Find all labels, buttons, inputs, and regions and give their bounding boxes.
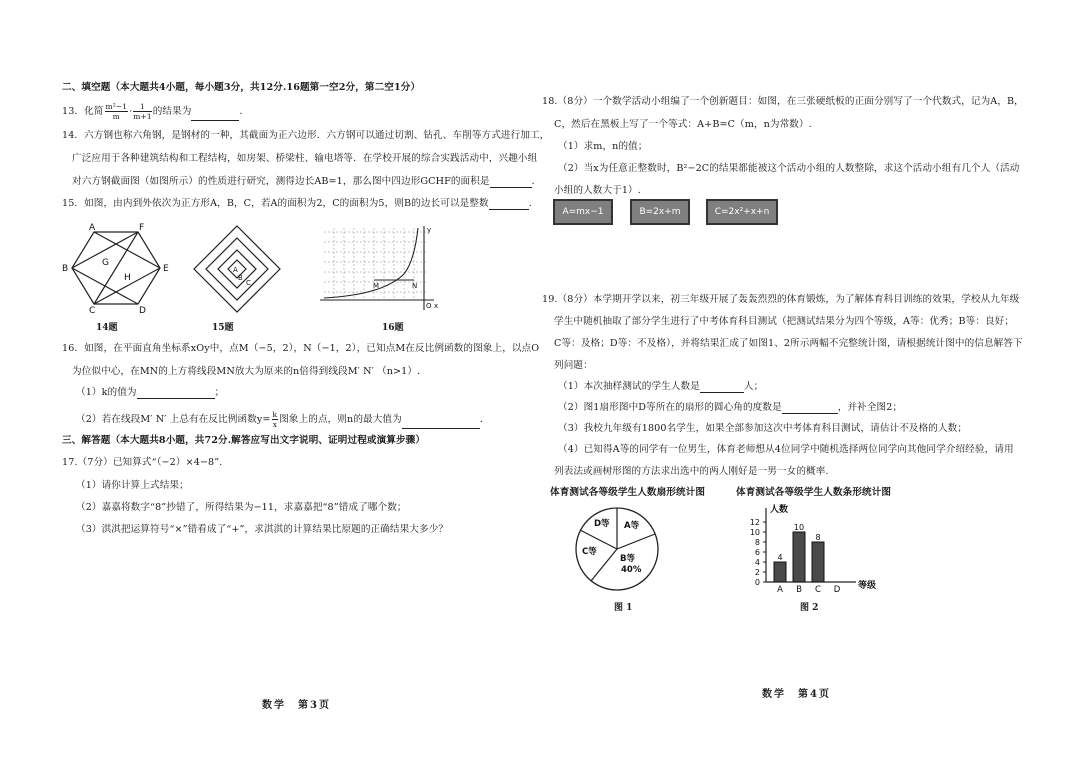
bar-chart-title: 体育测试各等级学生人数条形统计图 xyxy=(736,487,892,498)
q19-sub3: （3）我校九年级有1800名学生，如果全部参加这次中考体育科目测试，请估计不及格的人数； xyxy=(558,423,968,434)
page4-footer: 数学 第4页 xyxy=(762,689,831,700)
bar-value-label-A: 4 xyxy=(777,553,783,562)
point-D-label: D xyxy=(139,306,146,314)
q13-end: ． xyxy=(239,106,250,117)
fig15-caption: 15题 xyxy=(212,323,234,333)
bar-y-tick-label: 4 xyxy=(754,558,760,567)
q16-sub1-end: ； xyxy=(214,387,225,398)
q18-line1: 18.（8分）一个数学活动小组编了一个创新题目：如图，在三张硬纸板的正面分别写了一个代数式，记为A，B， xyxy=(542,96,1024,107)
section3-title: 三、解答题（本大题共8小题，共72分.解答应写出文字说明、证明过程或演算步骤） xyxy=(62,435,426,446)
bar-y-tick-label: 8 xyxy=(754,538,760,547)
label-B: B xyxy=(238,274,243,282)
q16-sub1-blank[interactable] xyxy=(137,388,215,399)
q15-end: ． xyxy=(528,198,539,209)
q19-sub2-blank[interactable] xyxy=(782,403,838,414)
pie-chart-title: 体育测试各等级学生人数扇形统计图 xyxy=(550,487,706,498)
q14-line3-text: 对六方钢截面图（如图所示）的性质进行研究，测得边长AB=1，那么图中四边形GCHF的面积是 xyxy=(72,176,490,187)
card-C: C=2x²+x+n xyxy=(706,199,778,225)
q15-line1-text: 15．如图，由内到外依次为正方形A，B，C，若A的面积为2，C的面积为5，则B的边长可以是整数 xyxy=(62,198,489,209)
q14-answer-blank[interactable] xyxy=(490,177,532,188)
q16-frac-den: x xyxy=(272,420,278,429)
q13-frac2-num: 1 xyxy=(133,102,151,112)
q13-answer-blank[interactable] xyxy=(191,110,239,121)
q19-line3: C等：及格；D等：不及格），并将结果汇成了如图1、2所示两幅不完整统计图，请根据统计图中的信息解答下 xyxy=(554,338,1023,349)
q17-line1: 17.（7分）已知算式“（−2）×4−8”. xyxy=(62,457,223,468)
point-B-label: B xyxy=(62,264,69,274)
q16-frac-num: k xyxy=(272,410,278,419)
q16-line2: 为位似中心，在MN的上方将线段MN放大为原来的n倍得到线段M′ N′ （n>1）. xyxy=(72,366,421,377)
q16-sub2 xyxy=(76,410,490,429)
point-E-label: E xyxy=(163,264,169,274)
origin-label: O xyxy=(426,302,432,310)
label-C: C xyxy=(246,279,251,287)
bar-y-tick-label: 2 xyxy=(754,568,760,577)
point-F-label: F xyxy=(139,223,145,233)
bar-A xyxy=(774,562,786,582)
question-13 xyxy=(62,102,249,121)
q14-end: ． xyxy=(531,176,542,187)
q16-sub1 xyxy=(76,386,224,399)
page3-footer: 数学 第3页 xyxy=(262,700,331,711)
axis-y-label: y xyxy=(427,226,432,234)
pie-label-C: C等 xyxy=(582,547,597,557)
line-FC xyxy=(94,232,138,304)
card-A: A=mx−1 xyxy=(553,199,613,225)
fig1-caption: 图 1 xyxy=(614,603,633,613)
q19-sub4-line2: 列表法或画树形图的方法求出选中的两人刚好是一男一女的概率. xyxy=(554,466,829,477)
q19-line2: 学生中随机抽取了部分学生进行了中考体育科目测试（把测试结果分为四个等级，A等：优秀；B等：良好； xyxy=(554,316,1015,327)
q15-line1 xyxy=(62,197,538,210)
pie-label-B: B等 xyxy=(620,554,635,564)
bar-ylabel: 人数 xyxy=(770,505,789,515)
q13-frac2 xyxy=(133,102,151,121)
q19-sub1-end: 人； xyxy=(743,381,764,392)
q13-op: · xyxy=(129,106,133,117)
q14-line1: 14．六方钢也称六角钢，是钢材的一种，其截面为正六边形．六方钢可以通过切割、钻孔、车削等方式进行加工， xyxy=(62,130,550,141)
q19-sub1-blank[interactable] xyxy=(700,382,744,393)
q15-answer-blank[interactable] xyxy=(489,199,529,210)
fig2-caption: 图 2 xyxy=(800,603,819,613)
hyperbola-curve xyxy=(324,228,418,298)
q19-sub2 xyxy=(558,401,902,414)
q19-line1: 19.（8分）本学期开学以来，初三年级开展了轰轰烈烈的体育锻炼，为了解体育科目训练的效果，学校从九年级 xyxy=(542,294,1020,305)
q16-sub2-prefix: （2）若在线段M′ N′ 上总有在反比例函数y= xyxy=(76,414,271,425)
q18-sub2-line2: 小组的人数大于1）. xyxy=(554,185,641,196)
right-page xyxy=(540,0,1080,764)
q18-sub1: （1）求m，n的值； xyxy=(558,141,648,152)
axis-x-label: x xyxy=(434,302,439,310)
bar-y-tick-label: 12 xyxy=(749,518,760,527)
label-A: A xyxy=(233,266,238,274)
q16-sub2-blank[interactable] xyxy=(402,418,480,429)
bar-y-tick-label: 10 xyxy=(749,528,760,537)
bar-category-label-D: D xyxy=(833,585,841,595)
q13-prefix: 13．化简 xyxy=(62,106,104,117)
fig14-caption: 14题 xyxy=(96,323,118,333)
q16-sub1-text: （1）k的值为 xyxy=(76,387,137,398)
bar-chart xyxy=(726,500,906,596)
fig16-caption: 16题 xyxy=(382,323,404,333)
q13-frac1-den: m xyxy=(112,112,120,121)
bar-y-tick-label: 6 xyxy=(754,548,760,557)
q13-frac2-den: m+1 xyxy=(133,112,152,121)
figure-14-hexagon xyxy=(62,222,182,314)
point-H-label: H xyxy=(124,273,131,283)
point-C-label: C xyxy=(89,306,96,314)
q14-line3 xyxy=(72,175,541,188)
q19-sub1-text: （1）本次抽样测试的学生人数是 xyxy=(558,381,700,392)
q13-suffix: 的结果为 xyxy=(152,106,192,117)
pie-label-B-percent: 40% xyxy=(621,565,642,575)
q16-frac xyxy=(272,410,279,429)
figure-15-nested-squares xyxy=(192,224,282,314)
card-B: B=2x+m xyxy=(630,199,690,225)
q19-sub2-text: （2）图1扇形图中D等所在的扇形的圆心角的度数是 xyxy=(558,402,782,413)
q17-sub1: （1）请你计算上式结果； xyxy=(76,480,189,491)
q16-sub2-suffix: 图象上的点，则n的最大值为 xyxy=(279,414,402,425)
q19-line4: 列问题： xyxy=(554,360,593,371)
q13-frac1-num: m²−1 xyxy=(105,102,128,111)
bar-category-label-C: C xyxy=(815,585,821,595)
pie-label-A: A等 xyxy=(624,521,640,531)
bar-y-tick-label: 0 xyxy=(754,578,760,587)
bar-category-label-B: B xyxy=(796,585,802,595)
q18-line2: C，然后在黑板上写了一个等式：A+B=C（m，n为常数）. xyxy=(554,119,812,130)
bar-value-label-C: 8 xyxy=(815,533,821,542)
q17-sub2: （2）嘉嘉将数字“8”抄错了，所得结果为−11，求嘉嘉把“8”错成了哪个数； xyxy=(76,502,407,513)
q18-sub2-line1: （2）当x为任意正整数时，B²−2C的结果都能被这个活动小组的人数整除，求这个活动小组有几个人（活动 xyxy=(558,163,1020,174)
point-N-label: N xyxy=(412,282,418,290)
q17-sub3: （3）淇淇把运算符号“×”错看成了“+”，求淇淇的计算结果比原题的正确结果大多少？ xyxy=(76,524,449,535)
point-G-label: G xyxy=(102,258,109,268)
q19-sub1 xyxy=(558,380,763,393)
pie-label-D: D等 xyxy=(594,519,610,529)
point-M-label: M xyxy=(373,282,380,290)
q19-sub2-end: ，并补全图2； xyxy=(837,402,903,413)
figure-16-coordinate-grid xyxy=(318,224,442,314)
bar-C xyxy=(812,542,824,582)
point-A-label: A xyxy=(89,223,96,233)
bar-value-label-B: 10 xyxy=(793,523,805,532)
q16-line1: 16．如图，在平面直角坐标系xOy中，点M（−5，2），N（−1，2），已知点M在反比例函数的图象上，以点O xyxy=(62,343,540,354)
q19-sub4-line1: （4）已知得A等的同学有一位男生，体育老师想从4位同学中随机选择两位同学向其他同学介绍经验，请用 xyxy=(558,444,1014,455)
q13-frac1 xyxy=(105,102,129,121)
section2-title: 二、填空题（本大题共4小题，每小题3分，共12分.16题第一空2分，第二空1分） xyxy=(62,82,421,93)
bar-category-label-A: A xyxy=(777,585,783,595)
bar-B xyxy=(793,532,805,582)
q14-line2: 广泛应用于各种建筑结构和工程结构，如房架、桥梁柱、输电塔等．在学校开展的综合实践活动中，兴趣小组 xyxy=(72,153,538,164)
bar-xlabel: 等级 xyxy=(858,581,877,591)
q16-sub2-end: ． xyxy=(479,414,490,425)
pie-chart xyxy=(574,506,660,592)
